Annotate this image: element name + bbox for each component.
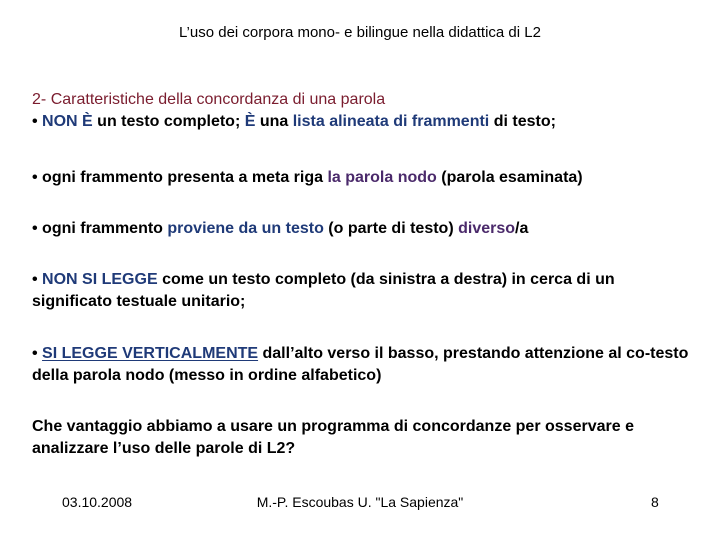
bullet-text: come un testo completo (da sinistra a destra) in cerca di un significato testuale unitario; [32,271,615,310]
bullet-not-read [32,269,692,313]
section-title-main: Caratteristiche della concordanza [50,91,289,108]
section-heading [32,89,692,111]
bullet-text: di testo; [489,113,556,130]
bullet-marker: • [32,169,43,186]
section-block [32,89,692,133]
emphasis-fragment-list: lista alineata di frammenti [292,113,490,130]
emphasis-e: È [244,113,256,130]
bullet-text: (parola esaminata) [436,169,583,186]
bullet-text: ogni frammento [42,220,168,237]
bullet-marker: • [32,113,43,130]
bullet-different-text [32,218,692,240]
emphasis-different: diverso [458,220,516,237]
emphasis-source-text: proviene da un testo [167,220,324,237]
bullet-read-vertically [32,343,692,387]
closing-question: Che vantaggio abbiamo a usare un programma di concordanze per osservare e analizzare l’uso delle parole di L2? [32,418,634,457]
bullet-text: una [255,113,293,130]
bullet-text: ogni frammento presenta a meta riga [42,169,328,186]
bullet-marker: • [32,271,43,288]
section-title-rest: di una parola [288,91,386,108]
bullet-text: dall’alto verso il basso, prestando attenzione al co-testo della parola nodo (messo in ordine alfabetico) [32,345,689,384]
page-number: 8 [651,494,659,510]
footer-date: 03.10.2008 [62,494,133,510]
bullet-marker: • [32,345,43,362]
emphasis-non-si-legge: NON SI LEGGE [42,271,158,288]
emphasis-si-legge-verticalmente: SI LEGGE VERTICALMENTE [42,345,259,362]
slide-header: L’uso dei corpora mono- e bilingue nella didattica di L2 [179,24,541,41]
bullet-text: un testo completo; [92,113,245,130]
emphasis-node-word: la parola nodo [327,169,437,186]
bullet-text: (o parte di testo) [323,220,459,237]
section-number: 2- [32,91,47,108]
bullet-text: /a [515,220,529,237]
footer-author: M.-P. Escoubas U. "La Sapienza" [256,494,464,510]
bullet-not-complete-text [32,111,692,133]
bullet-marker: • [32,220,43,237]
bullet-node-word [32,167,692,189]
emphasis-non-e: NON È [42,113,93,130]
